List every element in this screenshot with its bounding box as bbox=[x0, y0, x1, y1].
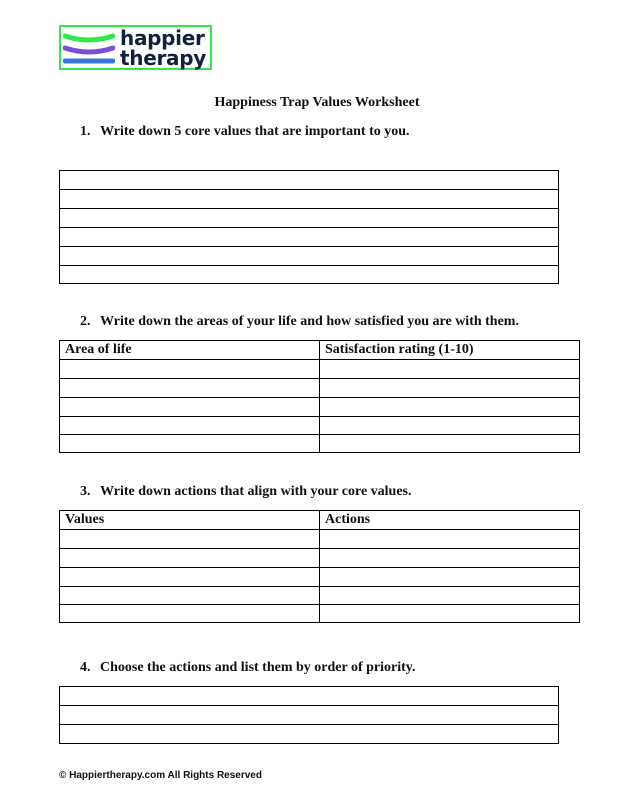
action-cell[interactable] bbox=[320, 568, 580, 587]
question-2-number: 2. bbox=[80, 314, 91, 329]
logo-text-line1: happier bbox=[120, 26, 205, 50]
core-value-row-2[interactable] bbox=[60, 190, 559, 209]
core-value-row-1[interactable] bbox=[60, 171, 559, 190]
rating-cell[interactable] bbox=[320, 417, 580, 435]
life-area-cell[interactable] bbox=[60, 360, 320, 379]
priority-row-1[interactable] bbox=[60, 687, 559, 706]
question-3-text: Write down actions that align with your core values. bbox=[100, 484, 412, 499]
life-areas-header-area: Area of life bbox=[60, 341, 320, 360]
core-value-row-6[interactable] bbox=[60, 266, 559, 284]
copyright-footer: © Happiertherapy.com All Rights Reserved bbox=[59, 770, 262, 781]
rating-cell[interactable] bbox=[320, 435, 580, 453]
happier-therapy-logo bbox=[59, 25, 212, 70]
value-cell[interactable] bbox=[60, 605, 320, 623]
action-cell[interactable] bbox=[320, 587, 580, 605]
priority-row-3[interactable] bbox=[60, 725, 559, 744]
actions-table bbox=[59, 510, 580, 623]
life-areas-header-rating: Satisfaction rating (1-10) bbox=[320, 341, 580, 360]
life-area-cell[interactable] bbox=[60, 379, 320, 398]
value-cell[interactable] bbox=[60, 530, 320, 549]
rating-cell[interactable] bbox=[320, 379, 580, 398]
question-2 bbox=[80, 314, 519, 330]
question-2-text: Write down the areas of your life and how satisfied you are with them. bbox=[100, 314, 519, 329]
value-cell[interactable] bbox=[60, 568, 320, 587]
core-value-row-5[interactable] bbox=[60, 247, 559, 266]
rating-cell[interactable] bbox=[320, 360, 580, 379]
logo-text-line2: therapy bbox=[120, 46, 206, 70]
actions-header-actions: Actions bbox=[320, 511, 580, 530]
question-1-number: 1. bbox=[80, 124, 91, 139]
life-area-cell[interactable] bbox=[60, 417, 320, 435]
life-area-cell[interactable] bbox=[60, 435, 320, 453]
question-3-number: 3. bbox=[80, 484, 91, 499]
priority-row-2[interactable] bbox=[60, 706, 559, 725]
question-4-number: 4. bbox=[80, 660, 91, 675]
question-1-text: Write down 5 core values that are important to you. bbox=[100, 124, 410, 139]
question-4 bbox=[80, 660, 416, 676]
question-1 bbox=[80, 124, 410, 140]
life-areas-table bbox=[59, 340, 580, 453]
actions-header-values: Values bbox=[60, 511, 320, 530]
core-values-table bbox=[59, 170, 559, 284]
life-area-cell[interactable] bbox=[60, 398, 320, 417]
question-3 bbox=[80, 484, 412, 500]
worksheet-title: Happiness Trap Values Worksheet bbox=[214, 95, 420, 110]
action-cell[interactable] bbox=[320, 549, 580, 568]
value-cell[interactable] bbox=[60, 549, 320, 568]
core-value-row-4[interactable] bbox=[60, 228, 559, 247]
logo-waves-icon bbox=[63, 30, 115, 68]
question-4-text: Choose the actions and list them by order of priority. bbox=[100, 660, 416, 675]
action-cell[interactable] bbox=[320, 605, 580, 623]
value-cell[interactable] bbox=[60, 587, 320, 605]
priority-table bbox=[59, 686, 559, 744]
rating-cell[interactable] bbox=[320, 398, 580, 417]
logo-wordmark bbox=[120, 27, 206, 68]
core-value-row-3[interactable] bbox=[60, 209, 559, 228]
action-cell[interactable] bbox=[320, 530, 580, 549]
